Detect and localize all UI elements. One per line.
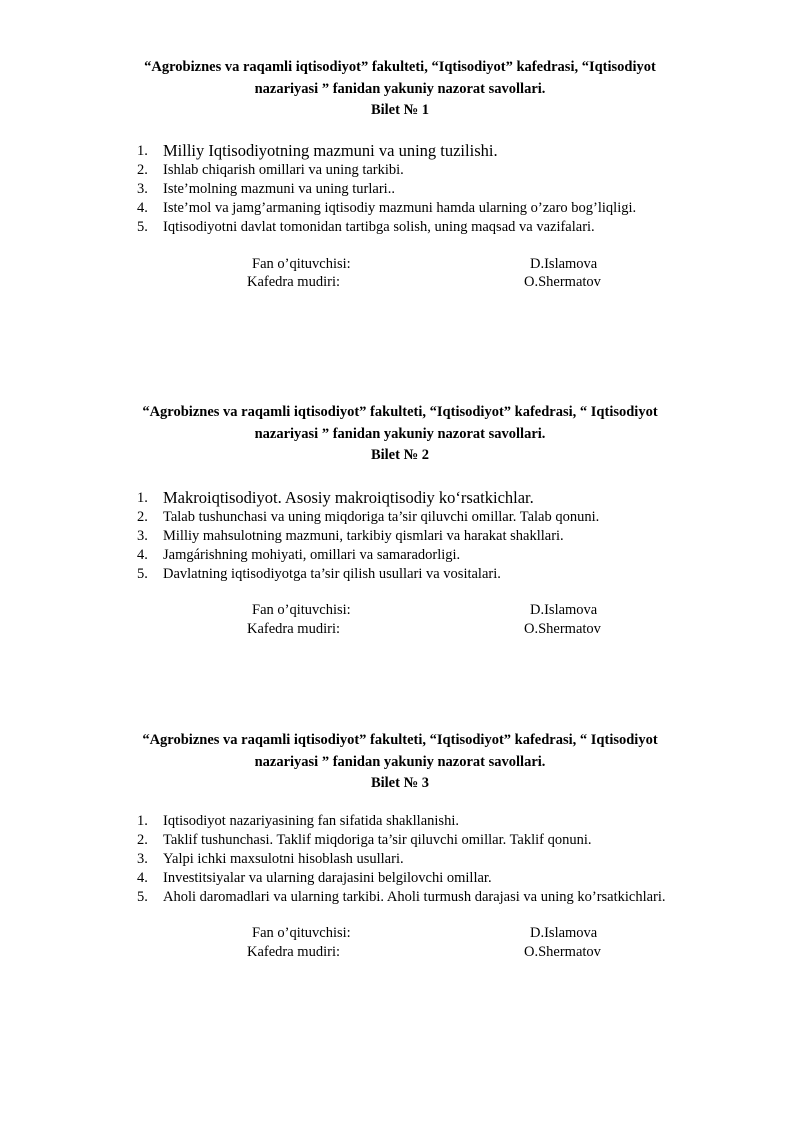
- teacher-name: D.Islamova: [530, 602, 598, 618]
- department-head-label: Kafedra mudiri:: [247, 944, 341, 960]
- bilet-title: Bilet № 3: [370, 775, 430, 791]
- teacher-label: Fan o’qituvchisi:: [252, 602, 351, 618]
- header-line-2: nazariyasi ” fanidan yakuniy nazorat savollari.: [254, 425, 546, 442]
- question-number: 2.: [137, 509, 148, 525]
- question-item: [137, 508, 777, 527]
- question-number: 5.: [137, 219, 148, 235]
- question-item: [137, 831, 777, 850]
- question-number: 2.: [137, 162, 148, 178]
- question-text: Iqtisodiyotni davlat tomonidan tartibga solish, uning maqsad va vazifalari.: [163, 219, 595, 235]
- question-list: [137, 488, 777, 584]
- question-item: [137, 488, 777, 508]
- ticket-header: [0, 730, 800, 795]
- department-head-label: Kafedra mudiri:: [247, 274, 341, 290]
- question-text: Milliy mahsulotning mazmuni, tarkibiy qismlari va harakat shakllari.: [163, 528, 564, 544]
- question-text: Ishlab chiqarish omillari va uning tarkibi.: [163, 162, 404, 178]
- question-number: 3.: [137, 181, 148, 197]
- question-text: Talab tushunchasi va uning miqdoriga ta’sir qiluvchi omillar. Talab qonuni.: [163, 509, 600, 525]
- question-number: 3.: [137, 528, 148, 544]
- question-number: 1.: [137, 813, 148, 829]
- question-item: [137, 161, 777, 180]
- bilet-title: Bilet № 1: [370, 102, 430, 118]
- bilet-title: Bilet № 2: [370, 447, 430, 463]
- question-text: Davlatning iqtisodiyotga ta’sir qilish usullari va vositalari.: [163, 566, 501, 582]
- question-item: [137, 888, 777, 907]
- header-line-2: nazariyasi ” fanidan yakuniy nazorat savollari.: [254, 753, 546, 770]
- question-number: 5.: [137, 566, 148, 582]
- teacher-name: D.Islamova: [530, 925, 598, 941]
- teacher-name: D.Islamova: [530, 256, 598, 272]
- question-text: Makroiqtisodiyot. Asosiy makroiqtisodiy ko‘rsatkichlar.: [163, 488, 534, 507]
- ticket-header: [0, 57, 800, 122]
- question-text: Milliy Iqtisodiyotning mazmuni va uning tuzilishi.: [163, 141, 498, 160]
- header-line-1: “Agrobiznes va raqamli iqtisodiyot” fakulteti, “Iqtisodiyot” kafedrasi, “ Iqtisodiyot: [142, 732, 658, 748]
- department-head-name: O.Shermatov: [524, 944, 601, 960]
- header-line-2: nazariyasi ” fanidan yakuniy nazorat savollari.: [254, 80, 546, 97]
- question-number: 4.: [137, 870, 148, 886]
- question-item: [137, 527, 777, 546]
- question-number: 2.: [137, 832, 148, 848]
- question-list: [137, 812, 777, 907]
- question-text: Aholi daromadlari va ularning tarkibi. Aholi turmush darajasi va uning ko’rsatkichlari.: [163, 889, 666, 905]
- question-item: [137, 199, 777, 218]
- question-item: [137, 141, 777, 161]
- question-text: Iste’mol va jamg’armaning iqtisodiy mazmuni hamda ularning o’zaro bog’liqligi.: [163, 200, 637, 216]
- department-head-name: O.Shermatov: [524, 274, 601, 290]
- header-line-1: “Agrobiznes va raqamli iqtisodiyot” fakulteti, “Iqtisodiyot” kafedrasi, “Iqtisodiyot: [144, 59, 656, 75]
- department-head-name: O.Shermatov: [524, 621, 601, 637]
- question-text: Jamgárishning mohiyati, omillari va samaradorligi.: [163, 547, 461, 563]
- question-text: Investitsiyalar va ularning darajasini belgilovchi omillar.: [163, 870, 492, 886]
- question-text: Iste’molning mazmuni va uning turlari..: [163, 181, 395, 197]
- question-number: 4.: [137, 200, 148, 216]
- question-item: [137, 565, 777, 584]
- question-number: 3.: [137, 851, 148, 867]
- teacher-label: Fan o’qituvchisi:: [252, 925, 351, 941]
- question-text: Iqtisodiyot nazariyasining fan sifatida shakllanishi.: [163, 813, 459, 829]
- question-text: Taklif tushunchasi. Taklif miqdoriga ta’sir qiluvchi omillar. Taklif qonuni.: [163, 832, 592, 848]
- question-item: [137, 812, 777, 831]
- question-list: [137, 141, 777, 237]
- question-number: 4.: [137, 547, 148, 563]
- question-item: [137, 869, 777, 888]
- question-item: [137, 218, 777, 237]
- header-line-1: “Agrobiznes va raqamli iqtisodiyot” fakulteti, “Iqtisodiyot” kafedrasi, “ Iqtisodiyot: [142, 404, 658, 420]
- question-number: 1.: [137, 490, 148, 506]
- ticket-header: [0, 402, 800, 467]
- question-text: Yalpi ichki maxsulotni hisoblash usullari.: [163, 851, 404, 867]
- question-item: [137, 546, 777, 565]
- teacher-label: Fan o’qituvchisi:: [252, 256, 351, 272]
- question-number: 1.: [137, 143, 148, 159]
- department-head-label: Kafedra mudiri:: [247, 621, 341, 637]
- question-item: [137, 850, 777, 869]
- question-item: [137, 180, 777, 199]
- question-number: 5.: [137, 889, 148, 905]
